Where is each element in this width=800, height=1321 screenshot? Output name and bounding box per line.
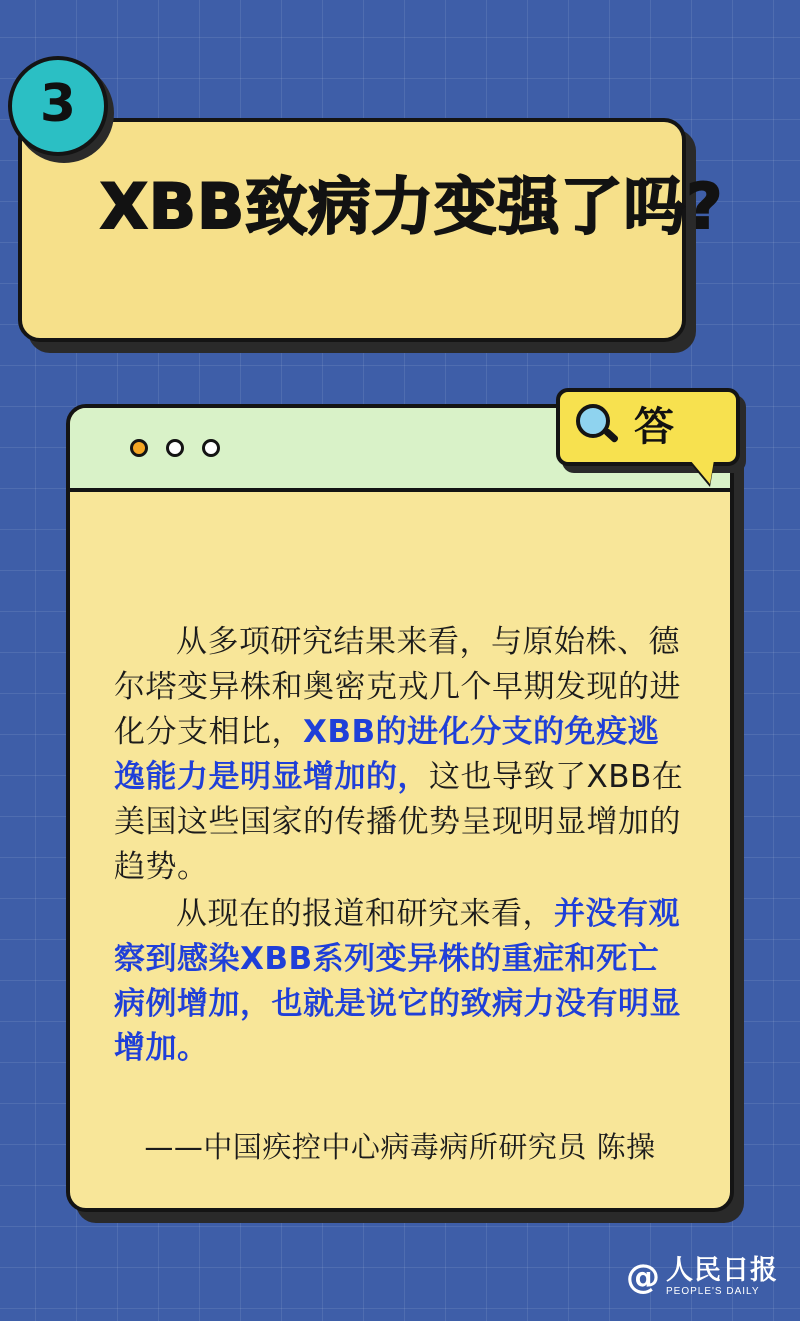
answer-card xyxy=(66,404,734,1212)
section-number-badge xyxy=(8,56,108,156)
answer-tag-label: 答 xyxy=(634,404,674,450)
para1-seg3: 这也导致了XBB在美国这些国家的传播优势呈现明显增加的趋势。 xyxy=(114,758,684,885)
at-icon: @ xyxy=(626,1257,660,1297)
window-dot-3 xyxy=(202,439,220,457)
para1-seg1: 从多项研究结果来看，与原始株、德尔塔变异株和奥密克戎几个早期发现的进化分支相比， xyxy=(114,624,681,750)
paragraph-2 xyxy=(114,892,686,1072)
para2-seg1: 从现在的报道和研究来看， xyxy=(176,895,554,932)
paragraph-1 xyxy=(114,620,686,890)
window-dot-2 xyxy=(166,439,184,457)
section-number: 3 xyxy=(39,74,77,134)
answer-tag-tail xyxy=(690,460,714,484)
brand-logo xyxy=(626,1257,778,1297)
answer-tag xyxy=(556,388,740,466)
source-attribution: ——中国疾控中心病毒病所研究员 陈操 xyxy=(144,1130,656,1165)
page-title: XBB致病力变强了吗? xyxy=(100,170,724,243)
magnifier-icon xyxy=(576,404,622,450)
window-dots xyxy=(130,439,220,457)
card-body xyxy=(70,492,730,1166)
brand-name-cn: 人民日报 xyxy=(666,1255,778,1286)
brand-name-en: PEOPLE'S DAILY xyxy=(666,1286,760,1297)
para2-seg2-highlight: 并没有观察到感染XBB系列变异株的重症和死亡病例增加，也就是说它的致病力没有明显增加。 xyxy=(114,895,681,1067)
window-dot-1 xyxy=(130,439,148,457)
para1-seg2-highlight: XBB的进化分支的免疫逃逸能力是明显增加的， xyxy=(114,713,660,795)
